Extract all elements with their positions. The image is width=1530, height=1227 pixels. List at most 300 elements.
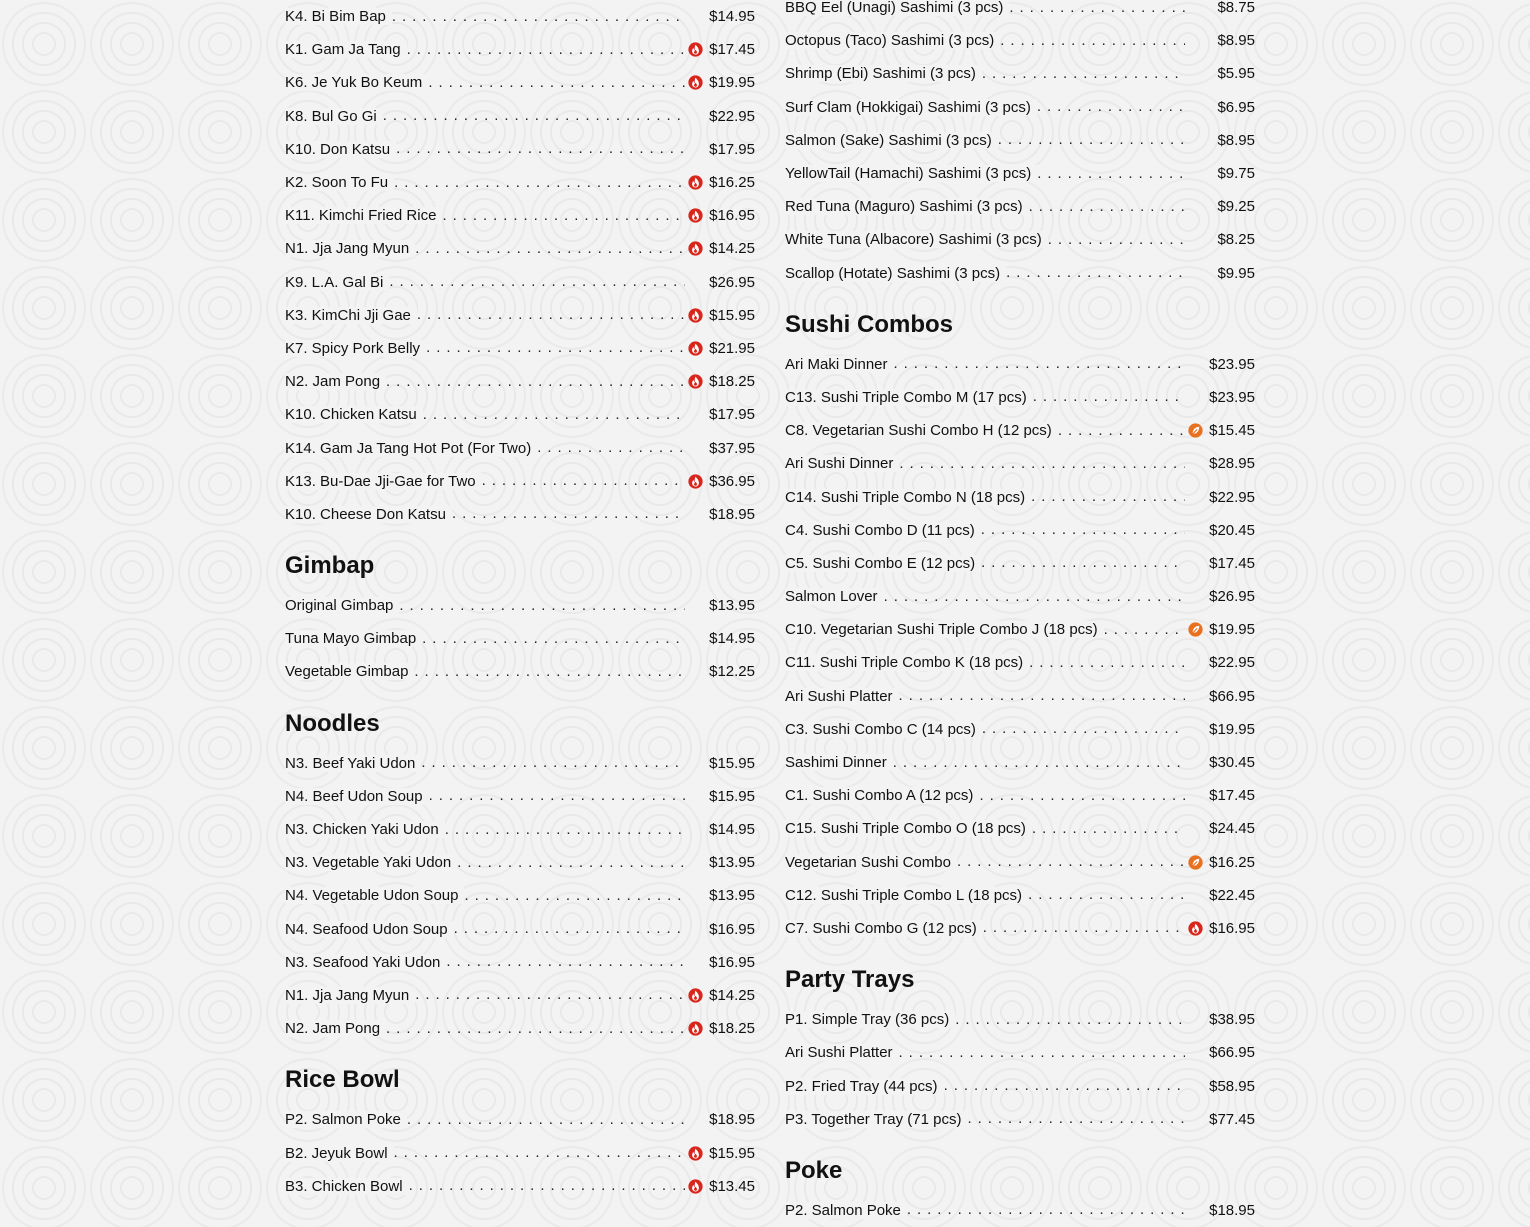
menu-section [785, 300, 1255, 945]
menu-item-name: C11. Sushi Triple Combo K (18 pcs) [785, 654, 1029, 671]
menu-item-price: $14.95 [709, 8, 755, 26]
menu-item[interactable] [285, 979, 755, 1012]
vegetarian-icon [1188, 622, 1203, 637]
menu-item-price: $17.95 [709, 406, 755, 424]
dot-leader [422, 630, 685, 648]
menu-item-price: $36.95 [709, 472, 755, 490]
menu-item-name: N3. Chicken Yaki Udon [285, 821, 445, 838]
menu-item[interactable] [285, 299, 755, 332]
menu-item-icon-slot [685, 42, 705, 57]
spicy-icon [688, 241, 703, 256]
dot-leader [464, 887, 685, 905]
menu-item-list [285, 0, 755, 531]
menu-item-name: K10. Chicken Katsu [285, 406, 423, 423]
menu-item-price: $9.75 [1217, 165, 1255, 183]
menu-item[interactable] [285, 498, 755, 531]
menu-item[interactable] [785, 746, 1255, 779]
section-title: Sushi Combos [785, 310, 954, 338]
menu-item[interactable] [785, 480, 1255, 513]
menu-item-name: P2. Fried Tray (44 pcs) [785, 1078, 944, 1095]
menu-item-price: $22.95 [1209, 488, 1255, 506]
menu-item-price: $37.95 [709, 439, 755, 457]
dot-leader [979, 787, 1185, 805]
menu-item[interactable] [785, 1103, 1255, 1136]
menu-item[interactable] [285, 1103, 755, 1136]
spicy-icon [688, 341, 703, 356]
spicy-icon [688, 374, 703, 389]
menu-item-name: K4. Bi Bim Bap [285, 8, 392, 25]
menu-item-price: $19.95 [1209, 720, 1255, 738]
menu-item-price: $14.25 [709, 240, 755, 258]
menu-item[interactable] [285, 465, 755, 498]
dot-leader [981, 521, 1185, 539]
menu-item-price: $5.95 [1217, 65, 1255, 83]
menu-item[interactable] [285, 813, 755, 846]
menu-section [285, 1055, 755, 1203]
menu-item-name: P1. Simple Tray (36 pcs) [785, 1011, 955, 1028]
menu-item-price: $26.95 [709, 273, 755, 291]
spicy-icon [688, 308, 703, 323]
menu-item-price: $13.95 [709, 597, 755, 615]
menu-item[interactable] [285, 332, 755, 365]
spicy-icon [1188, 921, 1203, 936]
menu-item-name: Salmon Lover [785, 588, 884, 605]
dot-leader [884, 588, 1185, 606]
menu-item-name: K10. Don Katsu [285, 141, 396, 158]
menu-item[interactable] [285, 133, 755, 166]
menu-item-price: $16.95 [1209, 919, 1255, 937]
menu-item-name: N1. Jja Jang Myun [285, 240, 415, 257]
menu-item[interactable] [285, 1136, 755, 1169]
dot-leader [383, 107, 685, 125]
spicy-icon [688, 474, 703, 489]
menu-item-icon-slot [685, 341, 705, 356]
menu-item-icon-slot [1185, 622, 1205, 637]
menu-item-price: $15.95 [709, 754, 755, 772]
menu-item[interactable] [785, 680, 1255, 713]
menu-item-price: $20.45 [1209, 521, 1255, 539]
menu-item-price: $17.45 [1209, 554, 1255, 572]
menu-item-name: C3. Sushi Combo C (14 pcs) [785, 721, 982, 738]
menu-item-price: $23.95 [1209, 355, 1255, 373]
dot-leader [392, 8, 685, 26]
menu-item[interactable] [285, 622, 755, 655]
menu-section [285, 0, 755, 531]
dot-leader [454, 920, 685, 938]
menu-item[interactable] [285, 1012, 755, 1045]
menu-item-name: Ari Sushi Platter [785, 1044, 899, 1061]
menu-item-list [285, 589, 755, 689]
menu-item-name: B3. Chicken Bowl [285, 1178, 409, 1195]
menu-item[interactable] [785, 157, 1255, 190]
menu-item-name: Octopus (Taco) Sashimi (3 pcs) [785, 32, 1000, 49]
menu-item-price: $19.95 [1209, 621, 1255, 639]
menu-item[interactable] [285, 199, 755, 232]
menu-item-name: YellowTail (Hamachi) Sashimi (3 pcs) [785, 165, 1037, 182]
spicy-icon [688, 1021, 703, 1036]
menu-item-name: C14. Sushi Triple Combo N (18 pcs) [785, 489, 1031, 506]
menu-item[interactable] [285, 166, 755, 199]
menu-item[interactable] [785, 223, 1255, 256]
menu-item-name: Vegetarian Sushi Combo [785, 854, 957, 871]
menu-item-price: $8.95 [1217, 32, 1255, 50]
dot-leader [1037, 165, 1185, 183]
menu-item-price: $22.95 [709, 107, 755, 125]
menu-item-list [785, 1003, 1255, 1136]
menu-section [285, 699, 755, 1046]
dot-leader [442, 207, 685, 225]
menu-item[interactable] [785, 779, 1255, 812]
menu-item-price: $58.95 [1209, 1077, 1255, 1095]
dot-leader [894, 355, 1185, 373]
menu-item-price: $18.95 [1209, 1201, 1255, 1219]
dot-leader [389, 273, 685, 291]
dot-leader [967, 1110, 1185, 1128]
menu-item-price: $18.25 [709, 1020, 755, 1038]
menu-item-price: $15.95 [709, 1144, 755, 1162]
dot-leader [1032, 820, 1185, 838]
menu-item-price: $13.95 [709, 887, 755, 905]
menu-section [785, 0, 1255, 290]
dot-leader [983, 919, 1185, 937]
menu-column-right [785, 0, 1255, 1227]
dot-leader [1033, 388, 1185, 406]
dot-leader [944, 1077, 1185, 1095]
section-title: Party Trays [785, 966, 915, 994]
section-title: Rice Bowl [285, 1066, 400, 1094]
menu-item-name: K11. Kimchi Fried Rice [285, 207, 442, 224]
menu-item-name: P3. Together Tray (71 pcs) [785, 1111, 967, 1128]
menu-item-name: Surf Clam (Hokkigai) Sashimi (3 pcs) [785, 99, 1037, 116]
menu-item-name: Ari Maki Dinner [785, 356, 894, 373]
menu-item-price: $12.25 [709, 663, 755, 681]
section-title: Gimbap [285, 552, 375, 579]
menu-item-name: Tuna Mayo Gimbap [285, 630, 422, 647]
menu-item-price: $30.45 [1209, 754, 1255, 772]
menu-item-list [785, 348, 1255, 945]
menu-item-icon-slot [1185, 855, 1205, 870]
menu-item[interactable] [285, 431, 755, 464]
dot-leader [396, 140, 685, 158]
dot-leader [1028, 886, 1185, 904]
menu-item-icon-slot [685, 75, 705, 90]
menu-item[interactable] [285, 655, 755, 688]
dot-leader [982, 65, 1185, 83]
dot-leader [417, 306, 685, 324]
vegetarian-icon [1188, 855, 1203, 870]
dot-leader [446, 953, 685, 971]
dot-leader [982, 720, 1185, 738]
menu-item[interactable] [785, 91, 1255, 124]
menu-item-name: BBQ Eel (Unagi) Sashimi (3 pcs) [785, 0, 1009, 16]
menu-item-name: K2. Soon To Fu [285, 174, 394, 191]
menu-item[interactable] [285, 232, 755, 265]
menu-item[interactable] [785, 57, 1255, 90]
menu-item-icon-slot [1185, 423, 1205, 438]
menu-item[interactable] [285, 398, 755, 431]
menu-item-name: N2. Jam Pong [285, 1020, 386, 1037]
dot-leader [893, 754, 1185, 772]
dot-leader [899, 455, 1185, 473]
menu-item[interactable] [785, 381, 1255, 414]
menu-item[interactable] [785, 613, 1255, 646]
menu-item-price: $18.95 [709, 505, 755, 523]
menu-item[interactable] [785, 24, 1255, 57]
menu-item-icon-slot [1185, 921, 1205, 936]
menu-item[interactable] [285, 66, 755, 99]
spicy-icon [688, 988, 703, 1003]
menu-item-name: N1. Jja Jang Myun [285, 987, 415, 1004]
dot-leader [1037, 98, 1185, 116]
menu-item[interactable] [785, 1069, 1255, 1102]
section-title: Poke [785, 1156, 843, 1184]
menu-item-price: $24.45 [1209, 820, 1255, 838]
menu-item-price: $77.45 [1209, 1110, 1255, 1128]
menu-item-icon-slot [685, 208, 705, 223]
menu-item-price: $14.95 [709, 630, 755, 648]
menu-item[interactable] [785, 547, 1255, 580]
dot-leader [998, 131, 1185, 149]
dot-leader [394, 174, 685, 192]
menu-item-price: $66.95 [1209, 687, 1255, 705]
menu-item[interactable] [785, 580, 1255, 613]
menu-item-icon-slot [685, 474, 705, 489]
menu-item-name: P2. Salmon Poke [285, 1111, 407, 1128]
menu-item-name: Sashimi Dinner [785, 754, 893, 771]
menu-item-price: $9.25 [1217, 198, 1255, 216]
dot-leader [1029, 654, 1185, 672]
menu-item[interactable] [285, 879, 755, 912]
dot-leader [1029, 198, 1185, 216]
menu-item-name: C15. Sushi Triple Combo O (18 pcs) [785, 820, 1032, 837]
dot-leader [421, 754, 685, 772]
menu-item[interactable] [785, 190, 1255, 223]
dot-leader [899, 687, 1185, 705]
menu-item-name: K6. Je Yuk Bo Keum [285, 74, 428, 91]
menu-item[interactable] [785, 414, 1255, 447]
menu-item[interactable] [285, 266, 755, 299]
menu-item-price: $18.95 [709, 1111, 755, 1129]
spicy-icon [688, 42, 703, 57]
menu-item-name: P2. Salmon Poke [785, 1202, 907, 1219]
menu-item-price: $16.95 [709, 953, 755, 971]
menu-item[interactable] [285, 946, 755, 979]
menu-item-price: $26.95 [1209, 588, 1255, 606]
spicy-icon [688, 175, 703, 190]
menu-item-name: C8. Vegetarian Sushi Combo H (12 pcs) [785, 422, 1058, 439]
menu-item-name: N3. Seafood Yaki Udon [285, 954, 446, 971]
menu-item-icon-slot [685, 175, 705, 190]
menu-item-name: K7. Spicy Pork Belly [285, 340, 426, 357]
menu-item-price: $15.95 [709, 787, 755, 805]
menu-item-name: White Tuna (Albacore) Sashimi (3 pcs) [785, 231, 1048, 248]
dot-leader [428, 74, 685, 92]
menu-item[interactable] [285, 747, 755, 780]
spicy-icon [688, 75, 703, 90]
menu-item-name: Ari Sushi Dinner [785, 455, 899, 472]
menu-item-price: $13.95 [709, 854, 755, 872]
menu-item[interactable] [285, 1170, 755, 1203]
menu-item-price: $17.45 [1209, 787, 1255, 805]
menu-item-price: $16.95 [709, 920, 755, 938]
menu-item-price: $13.45 [709, 1177, 755, 1195]
dot-leader [452, 505, 685, 523]
menu-item-name: K13. Bu-Dae Jji-Gae for Two [285, 473, 482, 490]
dot-leader [957, 853, 1185, 871]
menu-item[interactable] [785, 124, 1255, 157]
dot-leader [1048, 231, 1185, 249]
menu-item-price: $21.95 [709, 339, 755, 357]
menu-item[interactable] [285, 365, 755, 398]
dot-leader [415, 986, 685, 1004]
dot-leader [1000, 32, 1185, 50]
dot-leader [981, 554, 1185, 572]
menu-item-list [285, 747, 755, 1046]
menu-item-price: $17.95 [709, 140, 755, 158]
dot-leader [899, 1044, 1185, 1062]
menu-item-list [785, 1194, 1255, 1227]
menu-section [785, 1146, 1255, 1227]
menu-item-price: $14.25 [709, 986, 755, 1004]
dot-leader [407, 1111, 685, 1129]
dot-leader [426, 339, 685, 357]
menu-item-name: K8. Bul Go Gi [285, 108, 383, 125]
spicy-icon [688, 208, 703, 223]
dot-leader [1058, 422, 1185, 440]
menu-item-icon-slot [685, 988, 705, 1003]
menu-item-icon-slot [685, 1021, 705, 1036]
menu-section [785, 955, 1255, 1136]
menu-item[interactable] [785, 812, 1255, 845]
menu-item-price: $15.45 [1209, 422, 1255, 440]
menu-item-name: K3. KimChi Jji Gae [285, 307, 417, 324]
menu-item-price: $22.95 [1209, 654, 1255, 672]
menu-item-name: N4. Seafood Udon Soup [285, 921, 454, 938]
menu-column-left [285, 0, 755, 1203]
dot-leader [537, 439, 685, 457]
menu-item-name: N4. Beef Udon Soup [285, 788, 429, 805]
dot-leader [423, 406, 685, 424]
menu-item-name: Original Gimbap [285, 597, 399, 614]
dot-leader [1006, 264, 1185, 282]
menu-item-icon-slot [685, 241, 705, 256]
menu-item-price: $16.95 [709, 207, 755, 225]
menu-item-icon-slot [685, 1179, 705, 1194]
section-title: Noodles [285, 709, 380, 737]
menu-item-icon-slot [685, 374, 705, 389]
menu-item[interactable] [285, 100, 755, 133]
dot-leader [429, 787, 685, 805]
menu-item[interactable] [785, 257, 1255, 290]
menu-item-name: C12. Sushi Triple Combo L (18 pcs) [785, 887, 1028, 904]
menu-item-name: N4. Vegetable Udon Soup [285, 887, 464, 904]
dot-leader [394, 1144, 685, 1162]
menu-item[interactable] [285, 33, 755, 66]
menu-item[interactable] [785, 514, 1255, 547]
dot-leader [407, 41, 685, 59]
menu-item-name: C7. Sushi Combo G (12 pcs) [785, 920, 983, 937]
dot-leader [414, 663, 685, 681]
menu-item[interactable] [285, 846, 755, 879]
menu-item[interactable] [785, 879, 1255, 912]
menu-item[interactable] [785, 713, 1255, 746]
menu-item[interactable] [785, 348, 1255, 381]
menu-item-name: Salmon (Sake) Sashimi (3 pcs) [785, 132, 998, 149]
menu-item[interactable] [785, 912, 1255, 945]
menu-item[interactable] [785, 846, 1255, 879]
vegetarian-icon [1188, 423, 1203, 438]
dot-leader [1104, 621, 1185, 639]
menu-item-price: $8.25 [1217, 231, 1255, 249]
menu-section [285, 541, 755, 689]
menu-item-name: C13. Sushi Triple Combo M (17 pcs) [785, 389, 1033, 406]
dot-leader [1031, 488, 1185, 506]
menu-item[interactable] [785, 447, 1255, 480]
menu-item-price: $14.95 [709, 821, 755, 839]
menu-item-icon-slot [685, 308, 705, 323]
dot-leader [457, 854, 685, 872]
menu-item[interactable] [785, 1036, 1255, 1069]
menu-item-price: $8.95 [1217, 131, 1255, 149]
menu-item[interactable] [285, 780, 755, 813]
menu-item-icon-slot [685, 1146, 705, 1161]
menu-item[interactable] [785, 1194, 1255, 1227]
menu-item[interactable] [285, 589, 755, 622]
menu-item-name: Ari Sushi Platter [785, 688, 899, 705]
dot-leader [445, 821, 685, 839]
menu-item-name: B2. Jeyuk Bowl [285, 1145, 394, 1162]
dot-leader [409, 1177, 685, 1195]
menu-item-name: K10. Cheese Don Katsu [285, 506, 452, 523]
menu-item-name: C4. Sushi Combo D (11 pcs) [785, 522, 981, 539]
menu-item-price: $66.95 [1209, 1044, 1255, 1062]
menu-item-name: K1. Gam Ja Tang [285, 41, 407, 58]
menu-item[interactable] [785, 0, 1255, 24]
menu-item-price: $15.95 [709, 306, 755, 324]
menu-item-list [285, 1103, 755, 1203]
menu-item-name: Scallop (Hotate) Sashimi (3 pcs) [785, 265, 1006, 282]
menu-item-price: $38.95 [1209, 1011, 1255, 1029]
menu-item-name: Vegetable Gimbap [285, 663, 414, 680]
menu-item-price: $22.45 [1209, 886, 1255, 904]
menu-item-price: $16.25 [1209, 853, 1255, 871]
menu-item-price: $17.45 [709, 41, 755, 59]
menu-item-price: $16.25 [709, 174, 755, 192]
menu-item-name: C1. Sushi Combo A (12 pcs) [785, 787, 979, 804]
menu-item-price: $8.75 [1217, 0, 1255, 17]
dot-leader [386, 373, 685, 391]
menu-item[interactable] [285, 913, 755, 946]
dot-leader [1009, 0, 1185, 17]
dot-leader [482, 472, 685, 490]
menu-item-price: $28.95 [1209, 455, 1255, 473]
menu-item-name: Red Tuna (Maguro) Sashimi (3 pcs) [785, 198, 1029, 215]
menu-item-name: K14. Gam Ja Tang Hot Pot (For Two) [285, 440, 537, 457]
menu-item[interactable] [785, 646, 1255, 679]
menu-item-name: C5. Sushi Combo E (12 pcs) [785, 555, 981, 572]
menu-item-price: $23.95 [1209, 388, 1255, 406]
menu-item-price: $9.95 [1217, 264, 1255, 282]
menu-item-name: Shrimp (Ebi) Sashimi (3 pcs) [785, 65, 982, 82]
menu-item[interactable] [785, 1003, 1255, 1036]
menu-item-name: N3. Beef Yaki Udon [285, 755, 421, 772]
menu-item-price: $6.95 [1217, 98, 1255, 116]
menu-item-name: K9. L.A. Gal Bi [285, 274, 389, 291]
menu-item[interactable] [285, 0, 755, 33]
menu-item-name: N3. Vegetable Yaki Udon [285, 854, 457, 871]
dot-leader [415, 240, 685, 258]
menu-item-list [785, 0, 1255, 290]
